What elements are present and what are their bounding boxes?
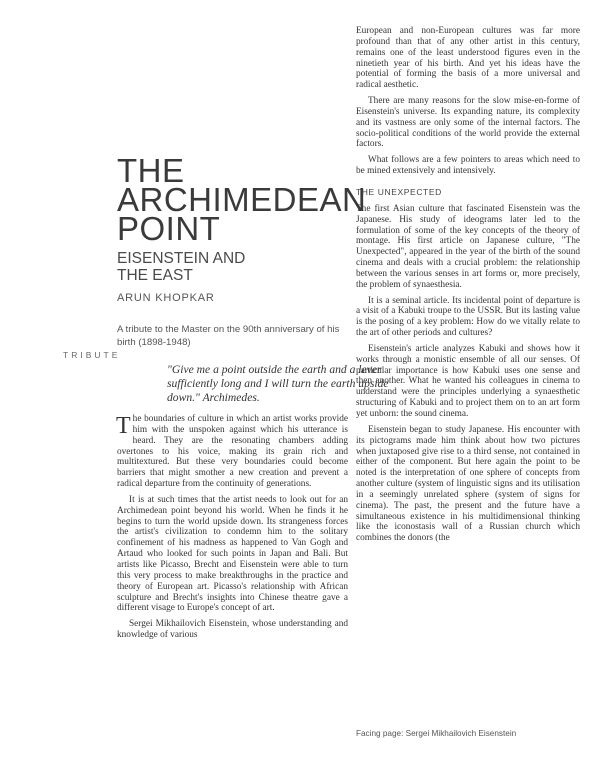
subtitle-line: THE EAST xyxy=(117,267,193,284)
body-column-left xyxy=(117,414,348,641)
body-column-right xyxy=(356,26,580,544)
section-heading: THE UNEXPECTED xyxy=(356,186,442,197)
article-title xyxy=(117,152,367,247)
subtitle-line: EISENSTEIN AND xyxy=(117,250,246,267)
author-name: ARUN KHOPKAR xyxy=(117,292,215,304)
paragraph: European and non-European cultures was far more profound than that of any other artist in this century, remains one of the least understood figures even in the ninetieth year of his birth. And yet his ideas have the potential of forming the basis of a more universal and radical aesthetic. xyxy=(356,26,580,91)
paragraph: The first Asian culture that fascinated Eisenstein was the Japanese. His study of ideograms later led to the formulation of some of the key concepts of the theory of montage. His first article on Japanese culture, "The Unexpected", appeared in the year of the birth of the sound cinema and deals with a crucial problem: the relationship between the various senses in art forms or, more precisely, the problem of synaesthesia. xyxy=(356,203,580,290)
title-line: THE xyxy=(117,152,185,189)
paragraph: Eisenstein began to study Japanese. His encounter with its pictograms made him think about how two pictures when juxtaposed give rise to a third sense, not contained in either of the component. But here again the point to be noted is the interpretation of one sphere of concepts from another culture (system of linguistic signs and its utilisation in a seemingly unrelated sphere (system of signs for cinema). The past, the present and the future have a simultaneous existence in his multidimensional thinking like the iconostasis wall of a Russian church which combines the donors (the xyxy=(356,424,580,544)
paragraph: Sergei Mikhailovich Eisenstein, whose understanding and knowledge of various xyxy=(117,619,348,641)
epigraph-quote: "Give me a point outside the earth and a lever sufficiently long and I will turn the earth upside down." Archimedes. xyxy=(167,363,389,404)
paragraph: There are many reasons for the slow mise-en-forme of Eisenstein's universe. Its expanding nature, its complexity and its vastness are only some of the internal factors. The socio-political conditions of the world provide the external factors. xyxy=(356,96,580,150)
paragraph: It is a seminal article. Its incidental point of departure is a visit of a Kabuki troupe to the USSR. But its lasting value is the posing of a key problem: How do we vitally relate to the art of other periods and cultures? xyxy=(356,295,580,339)
photo-caption: Facing page: Sergei Mikhailovich Eisenstein xyxy=(356,729,517,738)
drop-cap: T xyxy=(116,413,131,439)
paragraph: It is at such times that the artist needs to look out for an Archimedean point beyond his world. When he finds it he begins to turn the world upside down. Its strangeness forces the artist's civilization to condemn him to the solitary confinement of his madness as happened to Van Gogh and Artaud who looked for such points in Japan and Bali. But artists like Picasso, Brecht and Eisenstein were able to turn this very process to make breakthroughs in the practice and theory of European art. Picasso's relationship with African sculpture and Brecht's insights into Chinese theatre gave a different visage to Europe's concept of art. xyxy=(117,494,348,614)
paragraph: Eisenstein's article analyzes Kabuki and shows how it works through a monistic ensemble of all our senses. Of particular importance is how Kabuki uses one sense and then another. What he wanted his colleagues in cinema to understand were the principles underlying a synaesthetic structuring of Kabuki and to project them on to an art form yet unborn: the sound cinema. xyxy=(356,343,580,419)
paragraph: What follows are a few pointers to areas which need to be mined extensively and intensively. xyxy=(356,155,580,177)
paragraph-text: he boundaries of culture in which an artist works provide him with the unspoken against which his utterance is heard. They are the resonating chambers adding overtones to his voice, making its grain rich and multitextured. But these very boundaries could become barriers that might smother a new creation and prevent a radical departure from the continuity of generations. xyxy=(117,414,348,490)
section-label: TRIBUTE xyxy=(63,350,121,360)
title-line: ARCHIMEDEAN xyxy=(117,181,367,218)
title-line: POINT xyxy=(117,210,221,247)
dedication: A tribute to the Master on the 90th anniversary of his birth (1898-1948) xyxy=(117,324,340,348)
paragraph xyxy=(117,414,348,490)
article-subtitle xyxy=(117,250,347,284)
